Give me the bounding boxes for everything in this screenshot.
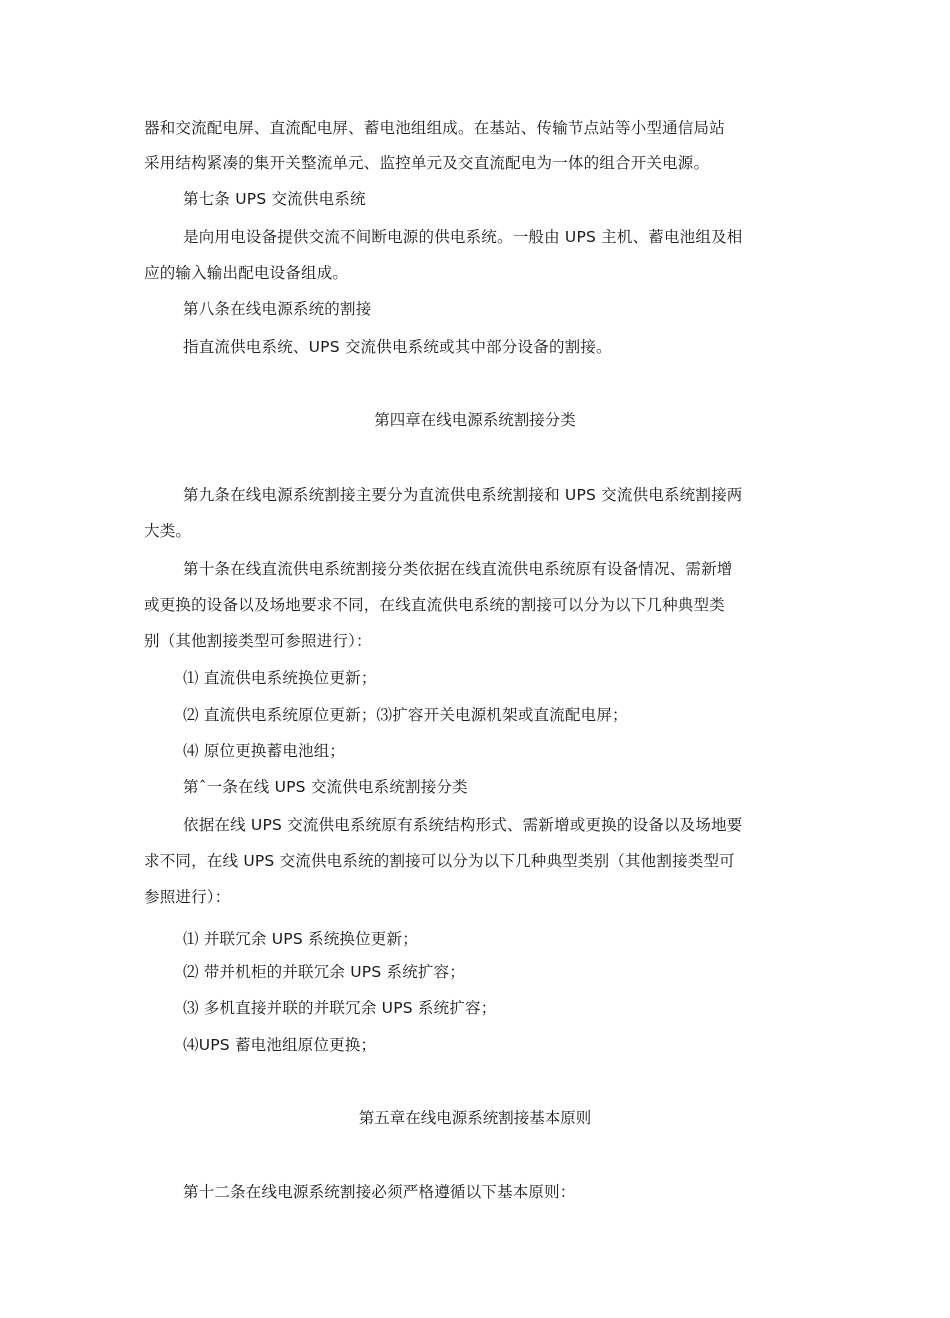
list-item: ⑵ 带并机柜的并联冗余 UPS 系统扩容； (183, 963, 466, 981)
article-heading: 第ˆ一条在线 UPS 交流供电系统割接分类 (183, 778, 468, 796)
paragraph-line: 参照进行）： (144, 888, 231, 906)
paragraph-line: 应的输入输出配电设备组成。 (144, 264, 349, 282)
list-item: ⑴ 并联冗余 UPS 系统换位更新； (183, 930, 418, 948)
paragraph-line: 指直流供电系统、UPS 交流供电系统或其中部分设备的割接。 (183, 338, 612, 356)
chapter-heading: 第四章在线电源系统割接分类 (374, 411, 576, 429)
list-item: ⑶ 多机直接并联的并联冗余 UPS 系统扩容； (183, 999, 497, 1017)
paragraph-line: 依据在线 UPS 交流供电系统原有系统结构形式、需新增或更换的设备以及场地要 (183, 816, 743, 834)
paragraph-line: 是向用电设备提供交流不间断电源的供电系统。一般由 UPS 主机、蓄电池组及相 (183, 228, 743, 246)
paragraph-line: 别（其他割接类型可参照进行）： (144, 632, 372, 650)
paragraph-line: 器和交流配电屏、直流配电屏、蓄电池组组成。在基站、传输节点站等小型通信局站 (144, 119, 725, 137)
paragraph-line: 采用结构紧凑的集开关整流单元、监控单元及交直流配电为一体的组合开关电源。 (144, 154, 710, 172)
paragraph-line: 求不同，在线 UPS 交流供电系统的割接可以分为以下几种典型类别（其他割接类型可 (144, 852, 735, 870)
article-heading: 第七条 UPS 交流供电系统 (183, 190, 366, 208)
chapter-heading: 第五章在线电源系统割接基本原则 (358, 1109, 592, 1127)
list-item: ⑴ 直流供电系统换位更新； (183, 669, 377, 687)
list-item: ⑵ 直流供电系统原位更新；⑶扩容开关电源机架或直流配电屏； (183, 706, 628, 724)
paragraph-line: 第十二条在线电源系统割接必须严格遵循以下基本原则： (183, 1183, 576, 1201)
paragraph-line: 第十条在线直流供电系统割接分类依据在线直流供电系统原有设备情况、需新增 (183, 560, 733, 578)
paragraph-line: 或更换的设备以及场地要求不同，在线直流供电系统的割接可以分为以下几种典型类 (144, 596, 725, 614)
list-item: ⑷ 原位更换蓄电池组； (183, 742, 346, 760)
list-item: ⑷UPS 蓄电池组原位更换； (183, 1036, 377, 1054)
article-heading: 第八条在线电源系统的割接 (183, 300, 372, 318)
paragraph-line: 大类。 (144, 522, 192, 540)
paragraph-line: 第九条在线电源系统割接主要分为直流供电系统割接和 UPS 交流供电系统割接两 (183, 486, 743, 504)
